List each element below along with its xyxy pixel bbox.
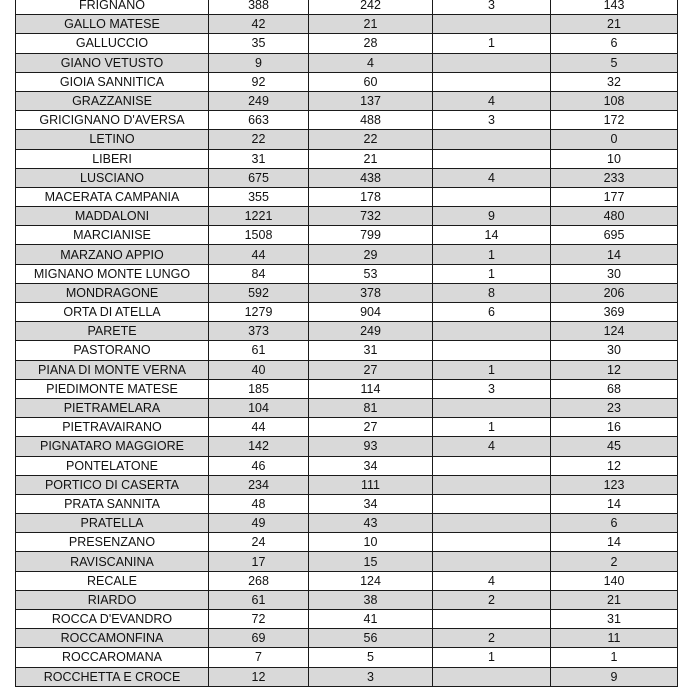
value-cell-2: 34 (309, 494, 433, 513)
value-cell-1: 24 (209, 533, 309, 552)
municipality-cell: GALLO MATESE (16, 15, 209, 34)
municipality-cell: MADDALONI (16, 207, 209, 226)
value-cell-1: 40 (209, 360, 309, 379)
value-cell-3: 2 (433, 590, 551, 609)
value-cell-3 (433, 398, 551, 417)
value-cell-1: 61 (209, 590, 309, 609)
table-row (16, 437, 678, 456)
municipality-cell: FRIGNANO (16, 0, 209, 15)
table-row (16, 379, 678, 398)
table-row (16, 130, 678, 149)
table-row (16, 0, 678, 15)
table-row (16, 283, 678, 302)
municipality-cell: ROCCHETTA E CROCE (16, 667, 209, 686)
value-cell-1: 49 (209, 514, 309, 533)
value-cell-2: 15 (309, 552, 433, 571)
value-cell-3 (433, 610, 551, 629)
value-cell-2: 27 (309, 360, 433, 379)
table-row (16, 648, 678, 667)
table-row (16, 533, 678, 552)
value-cell-4: 30 (551, 341, 678, 360)
value-cell-2: 41 (309, 610, 433, 629)
value-cell-1: 104 (209, 398, 309, 417)
value-cell-3: 2 (433, 629, 551, 648)
value-cell-1: 61 (209, 341, 309, 360)
value-cell-2: 242 (309, 0, 433, 15)
municipality-cell: GIOIA SANNITICA (16, 72, 209, 91)
municipality-cell: ROCCAMONFINA (16, 629, 209, 648)
value-cell-4: 480 (551, 207, 678, 226)
value-cell-4: 123 (551, 475, 678, 494)
municipality-cell: PRESENZANO (16, 533, 209, 552)
table-row (16, 552, 678, 571)
municipality-cell: PASTORANO (16, 341, 209, 360)
value-cell-1: 355 (209, 187, 309, 206)
table-row (16, 15, 678, 34)
value-cell-2: 111 (309, 475, 433, 494)
value-cell-3 (433, 514, 551, 533)
value-cell-1: 373 (209, 322, 309, 341)
value-cell-3: 1 (433, 34, 551, 53)
value-cell-1: 31 (209, 149, 309, 168)
municipality-cell: ROCCA D'EVANDRO (16, 610, 209, 629)
value-cell-3: 4 (433, 168, 551, 187)
value-cell-4: 177 (551, 187, 678, 206)
municipality-cell: MARZANO APPIO (16, 245, 209, 264)
municipality-cell: PIETRAVAIRANO (16, 418, 209, 437)
table-row (16, 53, 678, 72)
value-cell-2: 31 (309, 341, 433, 360)
value-cell-3: 3 (433, 0, 551, 15)
value-cell-4: 14 (551, 245, 678, 264)
municipality-cell: PORTICO DI CASERTA (16, 475, 209, 494)
value-cell-1: 1221 (209, 207, 309, 226)
table-row (16, 34, 678, 53)
municipality-cell: ROCCAROMANA (16, 648, 209, 667)
value-cell-2: 114 (309, 379, 433, 398)
table-row (16, 245, 678, 264)
value-cell-3: 3 (433, 111, 551, 130)
table-body (16, 0, 678, 686)
value-cell-4: 233 (551, 168, 678, 187)
value-cell-2: 34 (309, 456, 433, 475)
value-cell-2: 438 (309, 168, 433, 187)
value-cell-1: 46 (209, 456, 309, 475)
municipality-cell: LIBERI (16, 149, 209, 168)
value-cell-3: 4 (433, 437, 551, 456)
municipality-cell: PIGNATARO MAGGIORE (16, 437, 209, 456)
value-cell-2: 799 (309, 226, 433, 245)
municipality-cell: GRAZZANISE (16, 91, 209, 110)
value-cell-2: 28 (309, 34, 433, 53)
value-cell-1: 1279 (209, 303, 309, 322)
value-cell-2: 5 (309, 648, 433, 667)
value-cell-2: 21 (309, 15, 433, 34)
value-cell-1: 12 (209, 667, 309, 686)
value-cell-4: 30 (551, 264, 678, 283)
value-cell-3 (433, 494, 551, 513)
table-row (16, 456, 678, 475)
value-cell-1: 675 (209, 168, 309, 187)
municipality-cell: PARETE (16, 322, 209, 341)
value-cell-4: 12 (551, 456, 678, 475)
value-cell-1: 84 (209, 264, 309, 283)
municipality-cell: LETINO (16, 130, 209, 149)
value-cell-3 (433, 72, 551, 91)
value-cell-1: 72 (209, 610, 309, 629)
value-cell-3 (433, 475, 551, 494)
value-cell-3: 6 (433, 303, 551, 322)
municipality-cell: PIETRAMELARA (16, 398, 209, 417)
value-cell-4: 5 (551, 53, 678, 72)
value-cell-3: 1 (433, 648, 551, 667)
value-cell-4: 12 (551, 360, 678, 379)
table-row (16, 168, 678, 187)
table-row (16, 72, 678, 91)
table-row (16, 418, 678, 437)
table-row (16, 341, 678, 360)
value-cell-3: 8 (433, 283, 551, 302)
value-cell-1: 249 (209, 91, 309, 110)
municipality-cell: RECALE (16, 571, 209, 590)
value-cell-1: 663 (209, 111, 309, 130)
value-cell-3 (433, 533, 551, 552)
value-cell-4: 369 (551, 303, 678, 322)
value-cell-3 (433, 130, 551, 149)
municipality-cell: PONTELATONE (16, 456, 209, 475)
value-cell-1: 268 (209, 571, 309, 590)
municipality-cell: PIANA DI MONTE VERNA (16, 360, 209, 379)
value-cell-2: 178 (309, 187, 433, 206)
table-row (16, 494, 678, 513)
value-cell-2: 56 (309, 629, 433, 648)
value-cell-3: 4 (433, 91, 551, 110)
municipality-cell: PRATA SANNITA (16, 494, 209, 513)
value-cell-2: 22 (309, 130, 433, 149)
municipality-cell: GIANO VETUSTO (16, 53, 209, 72)
value-cell-2: 53 (309, 264, 433, 283)
value-cell-2: 904 (309, 303, 433, 322)
value-cell-1: 388 (209, 0, 309, 15)
table-row (16, 322, 678, 341)
value-cell-4: 695 (551, 226, 678, 245)
table-row (16, 610, 678, 629)
value-cell-4: 32 (551, 72, 678, 91)
value-cell-3: 3 (433, 379, 551, 398)
value-cell-2: 124 (309, 571, 433, 590)
value-cell-3 (433, 53, 551, 72)
value-cell-2: 3 (309, 667, 433, 686)
municipality-cell: LUSCIANO (16, 168, 209, 187)
value-cell-4: 206 (551, 283, 678, 302)
value-cell-3 (433, 187, 551, 206)
value-cell-2: 488 (309, 111, 433, 130)
value-cell-1: 22 (209, 130, 309, 149)
value-cell-2: 38 (309, 590, 433, 609)
table-row (16, 590, 678, 609)
value-cell-2: 10 (309, 533, 433, 552)
value-cell-1: 48 (209, 494, 309, 513)
value-cell-3: 4 (433, 571, 551, 590)
municipality-cell: GRICIGNANO D'AVERSA (16, 111, 209, 130)
value-cell-4: 21 (551, 15, 678, 34)
value-cell-4: 143 (551, 0, 678, 15)
table-row (16, 91, 678, 110)
value-cell-1: 35 (209, 34, 309, 53)
value-cell-4: 6 (551, 514, 678, 533)
value-cell-4: 140 (551, 571, 678, 590)
table-row (16, 226, 678, 245)
value-cell-1: 44 (209, 245, 309, 264)
value-cell-4: 108 (551, 91, 678, 110)
value-cell-2: 249 (309, 322, 433, 341)
value-cell-3: 14 (433, 226, 551, 245)
value-cell-2: 60 (309, 72, 433, 91)
municipality-cell: RAVISCANINA (16, 552, 209, 571)
value-cell-2: 43 (309, 514, 433, 533)
table-row (16, 514, 678, 533)
value-cell-2: 93 (309, 437, 433, 456)
value-cell-3 (433, 149, 551, 168)
value-cell-4: 31 (551, 610, 678, 629)
value-cell-3 (433, 552, 551, 571)
value-cell-1: 142 (209, 437, 309, 456)
value-cell-3 (433, 667, 551, 686)
table-row (16, 475, 678, 494)
municipality-cell: GALLUCCIO (16, 34, 209, 53)
value-cell-1: 44 (209, 418, 309, 437)
municipality-cell: PIEDIMONTE MATESE (16, 379, 209, 398)
table-row (16, 398, 678, 417)
table-row (16, 149, 678, 168)
value-cell-2: 378 (309, 283, 433, 302)
value-cell-3 (433, 341, 551, 360)
municipality-cell: MONDRAGONE (16, 283, 209, 302)
value-cell-2: 4 (309, 53, 433, 72)
value-cell-1: 92 (209, 72, 309, 91)
municipality-data-table (15, 0, 678, 687)
value-cell-4: 68 (551, 379, 678, 398)
municipality-cell: MARCIANISE (16, 226, 209, 245)
value-cell-4: 1 (551, 648, 678, 667)
table-row (16, 207, 678, 226)
municipality-cell: ORTA DI ATELLA (16, 303, 209, 322)
value-cell-1: 7 (209, 648, 309, 667)
table-row (16, 187, 678, 206)
value-cell-3: 1 (433, 418, 551, 437)
table-row (16, 303, 678, 322)
value-cell-4: 14 (551, 494, 678, 513)
value-cell-3: 1 (433, 264, 551, 283)
value-cell-1: 17 (209, 552, 309, 571)
value-cell-3 (433, 322, 551, 341)
value-cell-4: 9 (551, 667, 678, 686)
value-cell-4: 124 (551, 322, 678, 341)
value-cell-1: 1508 (209, 226, 309, 245)
municipality-cell: MACERATA CAMPANIA (16, 187, 209, 206)
table-row (16, 264, 678, 283)
table-row (16, 571, 678, 590)
value-cell-4: 21 (551, 590, 678, 609)
value-cell-3: 1 (433, 360, 551, 379)
value-cell-4: 45 (551, 437, 678, 456)
table-row (16, 629, 678, 648)
value-cell-3 (433, 456, 551, 475)
value-cell-4: 14 (551, 533, 678, 552)
value-cell-2: 27 (309, 418, 433, 437)
value-cell-3 (433, 15, 551, 34)
value-cell-2: 137 (309, 91, 433, 110)
value-cell-2: 732 (309, 207, 433, 226)
value-cell-4: 10 (551, 149, 678, 168)
table-row (16, 667, 678, 686)
value-cell-4: 11 (551, 629, 678, 648)
value-cell-4: 0 (551, 130, 678, 149)
municipality-cell: RIARDO (16, 590, 209, 609)
table-row (16, 111, 678, 130)
value-cell-4: 16 (551, 418, 678, 437)
municipality-cell: PRATELLA (16, 514, 209, 533)
value-cell-3: 9 (433, 207, 551, 226)
value-cell-1: 185 (209, 379, 309, 398)
value-cell-1: 9 (209, 53, 309, 72)
value-cell-4: 6 (551, 34, 678, 53)
value-cell-4: 23 (551, 398, 678, 417)
value-cell-1: 234 (209, 475, 309, 494)
value-cell-4: 172 (551, 111, 678, 130)
value-cell-2: 21 (309, 149, 433, 168)
value-cell-1: 69 (209, 629, 309, 648)
value-cell-1: 592 (209, 283, 309, 302)
municipality-cell: MIGNANO MONTE LUNGO (16, 264, 209, 283)
table-row (16, 360, 678, 379)
value-cell-3: 1 (433, 245, 551, 264)
value-cell-2: 81 (309, 398, 433, 417)
value-cell-1: 42 (209, 15, 309, 34)
value-cell-2: 29 (309, 245, 433, 264)
value-cell-4: 2 (551, 552, 678, 571)
